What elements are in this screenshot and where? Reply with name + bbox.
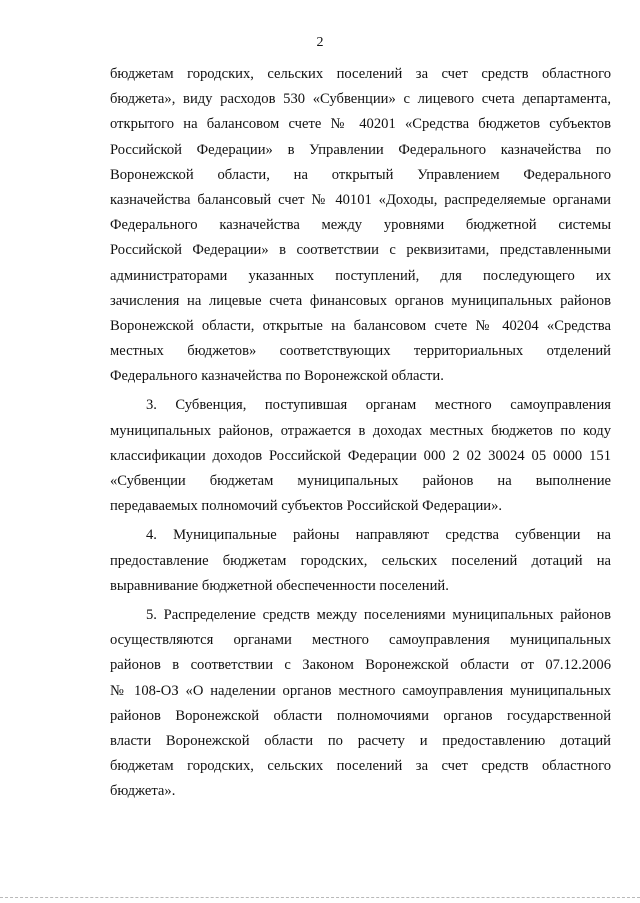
text-line: передаваемых полномочий субъектов Российской Федерации». [110,498,503,515]
text-line: зачисления на лицевые счета финансовых органов муниципальных районов [110,292,611,309]
text-line: районов в соответствии с Законом Воронежской области от 07.12.2006 [110,657,611,674]
text-line: Российской Федерации» в соответствии с реквизитами, представленными [110,242,611,259]
text-line: «Субвенции бюджетам муниципальных районов на выполнение [110,473,611,489]
page-number: 2 [316,35,324,50]
text-line: бюджетам городских, сельских поселений за счет средств областного [110,758,611,775]
text-line: Федерального казначейства по Воронежской области. [110,368,444,385]
text-line: предоставление бюджетам городских, сельских поселений дотаций на [110,552,611,569]
text-line: администраторами указанных поступлений, для последующего их [110,267,611,284]
text-line: открытого на балансовом счете № 40201 «Средства бюджетов субъектов [110,116,611,133]
paragraph-item-5 [110,603,611,805]
text-line: бюджетам городских, сельских поселений за счет средств областного [110,66,611,82]
text-line: Воронежской области, открытые на балансовом счете № 40204 «Средства [110,317,611,334]
text-line: казначейства балансовый счет № 40101 «Доходы, распределяемые органами [110,191,611,208]
text-line: 3. Субвенция, поступившая органам местного самоуправления [146,397,611,414]
text-line: Федерального казначейства между уровнями бюджетной системы [110,217,611,234]
paragraph-item-3 [110,393,611,519]
text-line: классификации доходов Российской Федерации 000 2 02 30024 05 0000 151 [110,447,611,464]
text-line: Российской Федерации» в Управлении Федерального казначейства по [110,141,611,158]
paragraph-continuation [110,62,611,389]
text-line: власти Воронежской области по расчету и предоставлению дотаций [110,732,611,749]
text-line: 4. Муниципальные районы направляют средства субвенции на [146,527,611,544]
text-line: 5. Распределение средств между поселениями муниципальных районов [146,606,611,623]
text-line: осуществляются органами местного самоуправления муниципальных [110,632,611,649]
scan-edge-divider [0,897,640,898]
document-body [110,62,611,804]
paragraph-item-4 [110,523,611,599]
text-line: местных бюджетов» соответствующих территориальных отделений [110,343,611,360]
text-line: Воронежской области, на открытый Управлением Федерального [110,166,611,183]
text-line: выравнивание бюджетной обеспеченности поселений. [110,577,449,594]
text-line: бюджета». [110,783,176,800]
text-line: № 108-ОЗ «О наделении органов местного самоуправления муниципальных [110,682,611,699]
text-line: муниципальных районов, отражается в доходах местных бюджетов по коду [110,422,611,439]
text-line: бюджета», виду расходов 530 «Субвенции» с лицевого счета департамента, [110,91,611,108]
text-line: районов Воронежской области полномочиями органов государственной [110,707,611,724]
